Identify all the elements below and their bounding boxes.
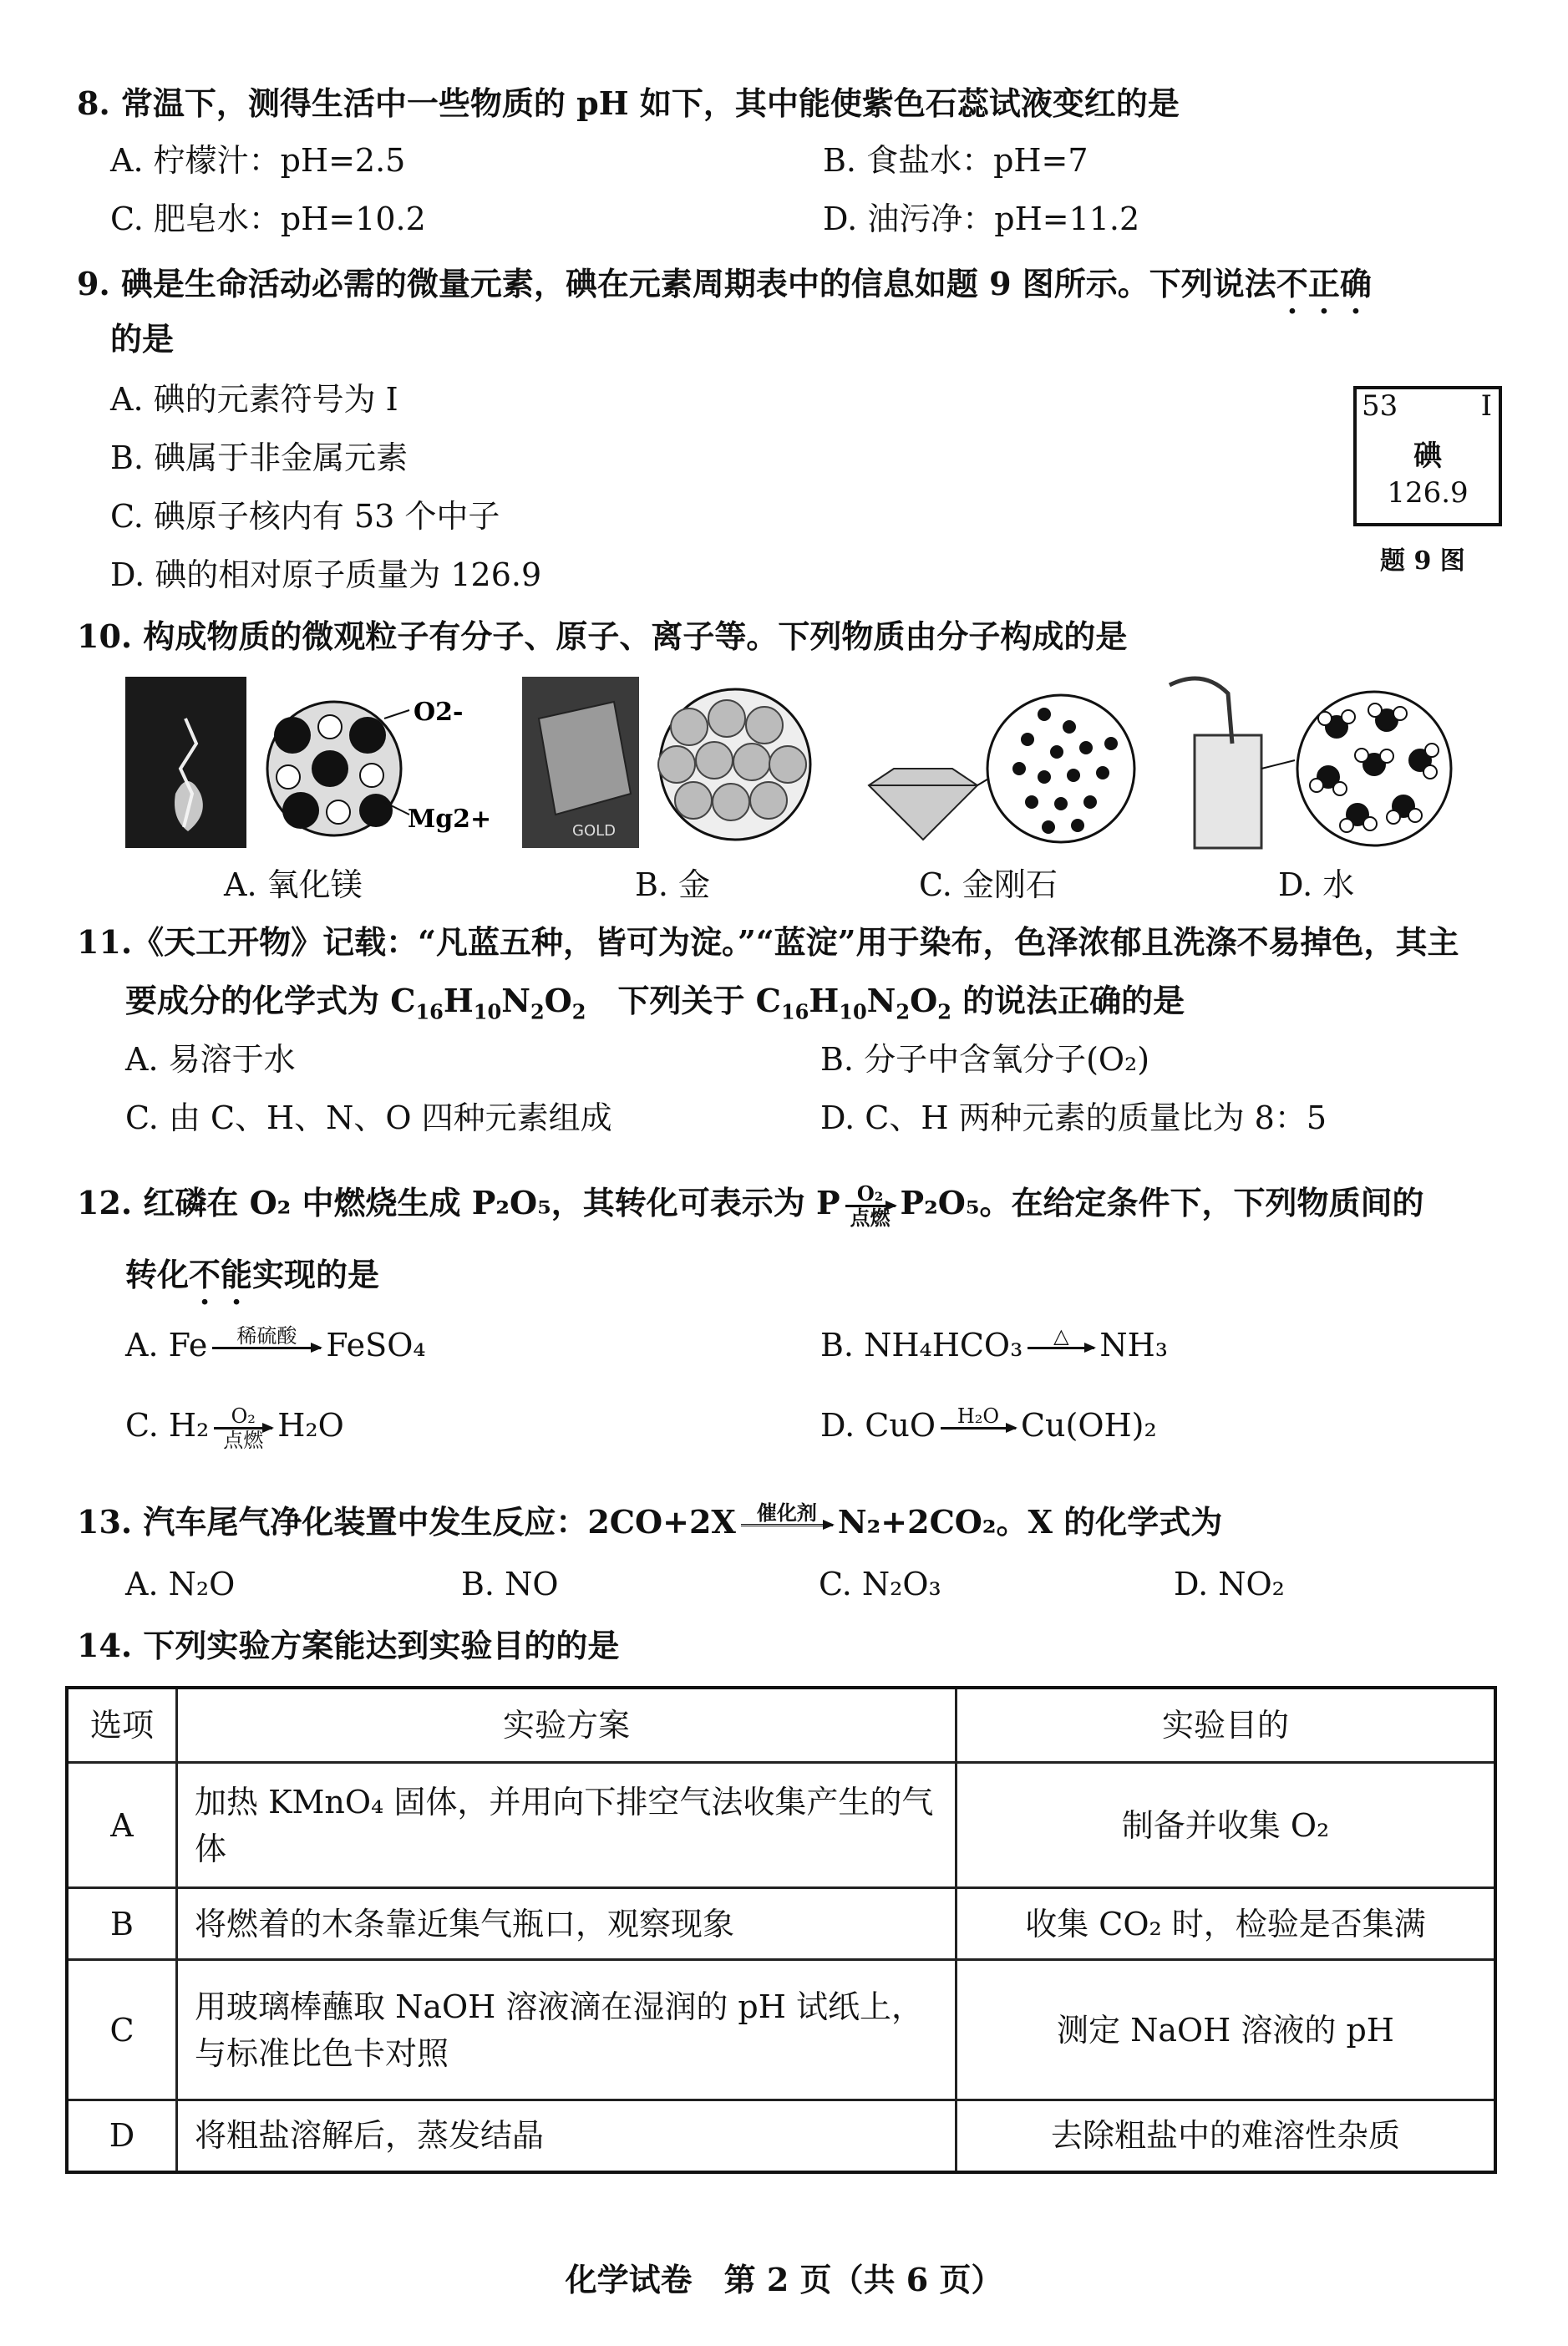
q10-option-d: D. 水 (1278, 866, 1355, 903)
q14-stem: 14. 下列实验方案能达到实验目的的是 (77, 1627, 620, 1664)
fig9-caption: 题 9 图 (1380, 546, 1465, 576)
q10-option-b: B. 金 (635, 866, 711, 903)
diamond-gem (869, 769, 977, 840)
q11-line2-b: 下列关于 C (586, 982, 781, 1019)
q13-reaction-arrow (741, 1502, 833, 1548)
carbon-network (987, 695, 1134, 842)
q12-arrow-top: O₂ (856, 1181, 884, 1206)
q11-stem-line2: 要成分的化学式为 $C_{16}H_{10}N_2O_2$ 下列关于 $C_{16}H_{10}N_2O_2$ 的说法正确的是 (125, 982, 1185, 1024)
magnesium-oxide-illustration (125, 668, 492, 852)
q12-line2-a: 转化 (125, 1256, 190, 1293)
q12-emphasis: 不能 (189, 1256, 253, 1293)
q9-option-c: C. 碘原子核内有 53 个中子 (110, 498, 500, 535)
atomic-number: 53 (1362, 389, 1398, 423)
row-purpose: 收集 CO₂ 时，检验是否集满 (957, 1888, 1496, 1960)
q13-stem (77, 1497, 1222, 1548)
q11-option-c: C. 由 C、H、N、O 四种元素组成 (125, 1099, 612, 1136)
q12-a-condition: 稀硫酸 (236, 1324, 297, 1348)
q12-option-c (125, 1400, 344, 1451)
row-purpose: 去除粗盐中的难溶性杂质 (957, 2100, 1496, 2172)
table-row (67, 2100, 1495, 2172)
q11-option-a: A. 易溶于水 (125, 1041, 296, 1078)
q12-b-product: NH₃ (1099, 1327, 1168, 1363)
q12-a-arrow (212, 1325, 321, 1371)
q13-option-d: D. NO₂ (1174, 1566, 1285, 1602)
q12-c-reactant: C. H₂ (125, 1407, 210, 1444)
element-name: 碘 (1413, 439, 1442, 473)
table-row (67, 1960, 1495, 2100)
q13-option-b: B. NO (461, 1566, 559, 1602)
row-option: B (67, 1888, 177, 1960)
q8-option-b: B. 食盐水：pH=7 (823, 142, 1088, 179)
gold-bar-label: GOLD (572, 822, 617, 840)
table-header-row (67, 1688, 1495, 1763)
row-plan: 将燃着的木条靠近集气瓶口，观察现象 (177, 1888, 957, 1960)
row-option: A (67, 1763, 177, 1888)
q12-a-product: FeSO₄ (326, 1327, 426, 1363)
q12-reaction-arrow (845, 1183, 896, 1229)
water-illustration (1161, 668, 1470, 852)
q12-line1-a: 12. 红磷在 O₂ 中燃烧生成 P₂O₅，其转化可表示为 P (77, 1184, 840, 1221)
atomic-mass: 126.9 (1387, 476, 1469, 510)
oxide-ion-label: O2- (414, 698, 464, 727)
row-purpose: 制备并收集 O₂ (957, 1763, 1496, 1888)
q11-line2-c: 的说法正确的是 (951, 982, 1185, 1019)
q12-option-d (820, 1400, 1157, 1451)
periodic-table-cell (1353, 386, 1502, 526)
header-option: 选项 (67, 1688, 177, 1763)
table-row (67, 1888, 1495, 1960)
q11-line2-a: 要成分的化学式为 C (125, 982, 416, 1019)
magnesium-ion-label: Mg2+ (408, 805, 492, 834)
water-molecules (1297, 692, 1451, 845)
q9-stem-line2: 的是 (110, 320, 175, 358)
row-option: C (67, 1960, 177, 2100)
header-plan: 实验方案 (177, 1688, 957, 1763)
q11-stem-line1: 11.《天工开物》记载：“凡蓝五种，皆可为淀。”“蓝淀”用于染布，色泽浓郁且洗涤不易掉色，其主 (77, 923, 1459, 961)
q13-option-a: A. N₂O (125, 1566, 236, 1602)
q12-stem-line2 (125, 1255, 379, 1312)
ionic-lattice (267, 702, 409, 835)
page-footer: 化学试卷 第 2 页（共 6 页） (565, 2261, 1003, 2298)
q9-option-a: A. 碘的元素符号为 I (110, 381, 398, 418)
row-plan: 加热 KMnO₄ 固体，并用向下排空气法收集产生的气体 (177, 1763, 957, 1888)
q11-option-b: B. 分子中含氧分子(O₂) (820, 1041, 1150, 1078)
table-row (67, 1763, 1495, 1888)
q12-d-condition: H₂O (957, 1404, 1000, 1428)
row-option: D (67, 2100, 177, 2172)
header-purpose: 实验目的 (957, 1688, 1496, 1763)
q10-option-a: A. 氧化镁 (224, 866, 363, 903)
q12-arrow-bottom: 点燃 (850, 1206, 891, 1230)
q12-d-reactant: D. CuO (820, 1407, 936, 1444)
q12-c-product: H₂O (277, 1407, 344, 1444)
q9-stem-text: 9. 碘是生命活动必需的微量元素，碘在元素周期表中的信息如题 9 图所示。下列说法 (77, 265, 1276, 302)
q12-c-arrow (214, 1405, 272, 1451)
q12-b-arrow (1028, 1325, 1094, 1371)
q9-option-b: B. 碘属于非金属元素 (110, 439, 408, 476)
q12-b-reactant: B. NH₄HCO₃ (820, 1327, 1023, 1363)
q9-option-d: D. 碘的相对原子质量为 126.9 (110, 556, 542, 593)
q12-b-condition: △ (1053, 1324, 1069, 1348)
q10-option-c: C. 金刚石 (919, 866, 1058, 903)
q13-option-c: C. N₂O₃ (819, 1566, 941, 1602)
q12-c-condition-top: O₂ (231, 1404, 256, 1428)
q12-option-b (820, 1320, 1168, 1371)
metal-lattice (658, 689, 810, 840)
gold-illustration (522, 668, 819, 852)
row-plan: 用玻璃棒蘸取 NaOH 溶液滴在湿润的 pH 试纸上，与标准比色卡对照 (177, 1960, 957, 2100)
q8-option-a: A. 柠檬汁：pH=2.5 (110, 142, 406, 179)
q9-stem (77, 264, 1372, 321)
q12-line1-b: P₂O₅。在给定条件下，下列物质间的 (900, 1184, 1424, 1221)
q13-stem-b: N₂+2CO₂。X 的化学式为 (837, 1503, 1223, 1541)
q12-a-reactant: A. Fe (125, 1327, 208, 1363)
glass-of-water (1195, 735, 1261, 848)
q12-option-a (125, 1320, 426, 1371)
diamond-illustration (860, 668, 1136, 852)
q12-stem-line1 (77, 1178, 1424, 1229)
q12-d-product: Cu(OH)₂ (1020, 1407, 1157, 1444)
q10-stem: 10. 构成物质的微观粒子有分子、原子、离子等。下列物质由分子构成的是 (77, 617, 1128, 655)
q8-option-c: C. 肥皂水：pH=10.2 (110, 201, 426, 237)
q13-catalyst: 催化剂 (756, 1501, 817, 1525)
row-purpose: 测定 NaOH 溶液的 pH (957, 1960, 1496, 2100)
element-symbol: I (1480, 389, 1492, 423)
experiment-table (65, 1686, 1497, 2174)
q11-option-d: D. C、H 两种元素的质量比为 8：5 (820, 1099, 1327, 1136)
q12-d-arrow (941, 1405, 1016, 1451)
q13-stem-a: 13. 汽车尾气净化装置中发生反应：2CO+2X (77, 1503, 736, 1541)
row-plan: 将粗盐溶解后，蒸发结晶 (177, 2100, 957, 2172)
q8-option-d: D. 油污净：pH=11.2 (823, 201, 1140, 237)
q9-emphasis: 不正确 (1276, 265, 1372, 302)
q12-c-condition-bottom: 点燃 (223, 1429, 264, 1452)
q8-stem: 8. 常温下，测得生活中一些物质的 pH 如下，其中能使紫色石蕊试液变红的是 (77, 84, 1180, 122)
q12-line2-b: 实现的是 (252, 1256, 380, 1293)
